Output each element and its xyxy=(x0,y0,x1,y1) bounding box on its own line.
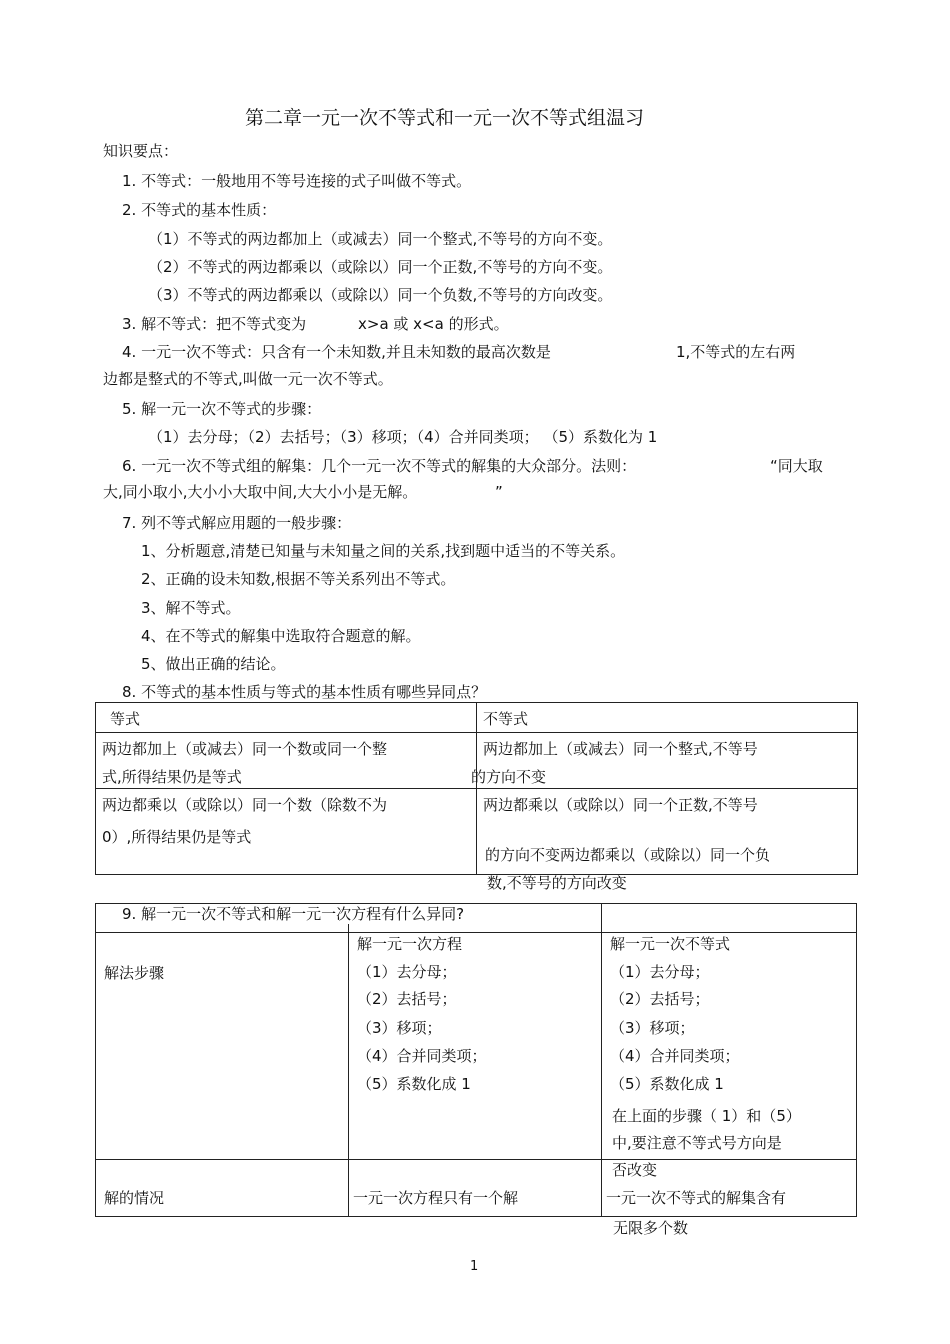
point-7-step-1: 1、分析题意,清楚已知量与未知量之间的关系,找到题中适当的不等关系。 xyxy=(141,542,626,560)
point-7-step-2: 2、正确的设未知数,根据不等关系列出不等式。 xyxy=(141,570,456,588)
point-7: 7. 列不等式解应用题的一般步骤： xyxy=(122,514,352,532)
row-label-steps: 解法步骤 xyxy=(104,964,165,982)
point-4-c: 边都是整式的不等式,叫做一元一次不等式。 xyxy=(103,370,393,388)
equation-title: 解一元一次方程 xyxy=(357,935,463,953)
table-cell xyxy=(349,1160,602,1217)
point-3-b: x>a 或 x<a 的形式。 xyxy=(358,315,509,333)
table-cell xyxy=(602,933,857,1160)
inequality-step: （2）去括号； xyxy=(610,990,710,1008)
table-cell xyxy=(602,904,857,933)
inequality-step: （1）去分母； xyxy=(610,963,710,981)
point-3-a: 3. 解不等式：把不等式变为 xyxy=(122,315,307,333)
point-4-a: 4. 一元一次不等式：只含有一个未知数,并且未知数的最高次数是 xyxy=(122,343,551,361)
point-6-c: 大,同小取小,大小小大取中间,大大小小是无解。 xyxy=(103,483,418,501)
table-cell xyxy=(96,789,477,875)
equation-solution: 一元一次方程只有一个解 xyxy=(353,1189,519,1207)
point-1: 1. 不等式：一般地用不等号连接的式子叫做不等式。 xyxy=(122,172,472,190)
table-cell xyxy=(96,733,477,789)
page-number: 1 xyxy=(470,1259,479,1274)
cell-text: 两边都乘以（或除以）同一个数（除数不为 xyxy=(102,796,388,814)
point-8: 8. 不等式的基本性质与等式的基本性质有哪些异同点？ xyxy=(122,683,487,701)
equation-step: （1）去分母； xyxy=(357,963,457,981)
inequality-note: 中,要注意不等式号方向是 xyxy=(612,1134,782,1152)
row-label-solution: 解的情况 xyxy=(104,1189,165,1207)
inequality-step: （4）合并同类项； xyxy=(610,1047,740,1065)
point-6-d: ” xyxy=(495,483,503,501)
section-heading: 知识要点： xyxy=(103,142,179,160)
inequality-step: （5）系数化成 1 xyxy=(610,1075,724,1093)
inequality-note: 否改变 xyxy=(612,1161,658,1179)
page-title: 第二章一元一次不等式和一元一次不等式组温习 xyxy=(245,107,645,129)
table-cell xyxy=(349,933,602,1160)
table-header-cell xyxy=(477,703,858,733)
comparison-table xyxy=(95,702,858,875)
point-2-sub-3: （3）不等式的两边都乘以（或除以）同一个负数,不等号的方向改变。 xyxy=(148,286,613,304)
inequality-step: （3）移项； xyxy=(610,1019,695,1037)
inequality-title: 解一元一次不等式 xyxy=(610,935,731,953)
question-9: 9. 解一元一次不等式和解一元一次方程有什么异同? xyxy=(122,905,465,923)
table-cell xyxy=(471,733,858,789)
header-inequality: 不等式 xyxy=(483,710,529,728)
equation-step: （4）合并同类项； xyxy=(357,1047,487,1065)
method-table xyxy=(95,903,857,1217)
cell-text: 两边都加上（或减去）同一个整式,不等号 xyxy=(483,740,758,758)
point-7-step-5: 5、做出正确的结论。 xyxy=(141,655,286,673)
point-2: 2. 不等式的基本性质： xyxy=(122,201,277,219)
equation-step: （5）系数化成 1 xyxy=(357,1075,471,1093)
cell-text: 的方向不变 xyxy=(471,768,547,786)
point-7-step-4: 4、在不等式的解集中选取符合题意的解。 xyxy=(141,627,421,645)
point-5: 5. 解一元一次不等式的步骤： xyxy=(122,400,322,418)
table-header-cell xyxy=(96,703,477,733)
table-cell xyxy=(96,1160,349,1217)
cell-text: 两边都加上（或减去）同一个数或同一个整 xyxy=(102,740,388,758)
point-6-a: 6. 一元一次不等式组的解集：几个一元一次不等式的解集的大众部分。法则： xyxy=(122,457,637,475)
table-cell xyxy=(477,789,858,875)
point-5-steps: （1）去分母；（2）去括号；（3）移项；（4）合并同类项； （5）系数化为 1 xyxy=(148,428,658,446)
cell-text: 的方向不变两边都乘以（或除以）同一个负 xyxy=(485,846,771,864)
point-6-b: “同大取 xyxy=(770,457,823,475)
point-7-step-3: 3、解不等式。 xyxy=(141,599,241,617)
table-cell xyxy=(602,1160,857,1217)
overflow-text: 数,不等号的方向改变 xyxy=(487,874,627,892)
point-4-b: 1,不等式的左右两 xyxy=(676,343,796,361)
header-equality: 等式 xyxy=(110,710,141,728)
cell-text: 0）,所得结果仍是等式 xyxy=(102,828,252,846)
cell-text: 式,所得结果仍是等式 xyxy=(102,768,242,786)
inequality-solution: 一元一次不等式的解集含有 xyxy=(606,1189,787,1207)
equation-step: （2）去括号； xyxy=(357,990,457,1008)
inequality-note: 在上面的步骤（ 1）和（5） xyxy=(612,1107,801,1125)
cell-text: 两边都乘以（或除以）同一个正数,不等号 xyxy=(483,796,758,814)
inequality-solution-cont: 无限多个数 xyxy=(613,1219,689,1237)
point-2-sub-2: （2）不等式的两边都乘以（或除以）同一个正数,不等号的方向不变。 xyxy=(148,258,613,276)
point-2-sub-1: （1）不等式的两边都加上（或减去）同一个整式,不等号的方向不变。 xyxy=(148,230,613,248)
equation-step: （3）移项； xyxy=(357,1019,442,1037)
table-cell xyxy=(96,933,349,1160)
